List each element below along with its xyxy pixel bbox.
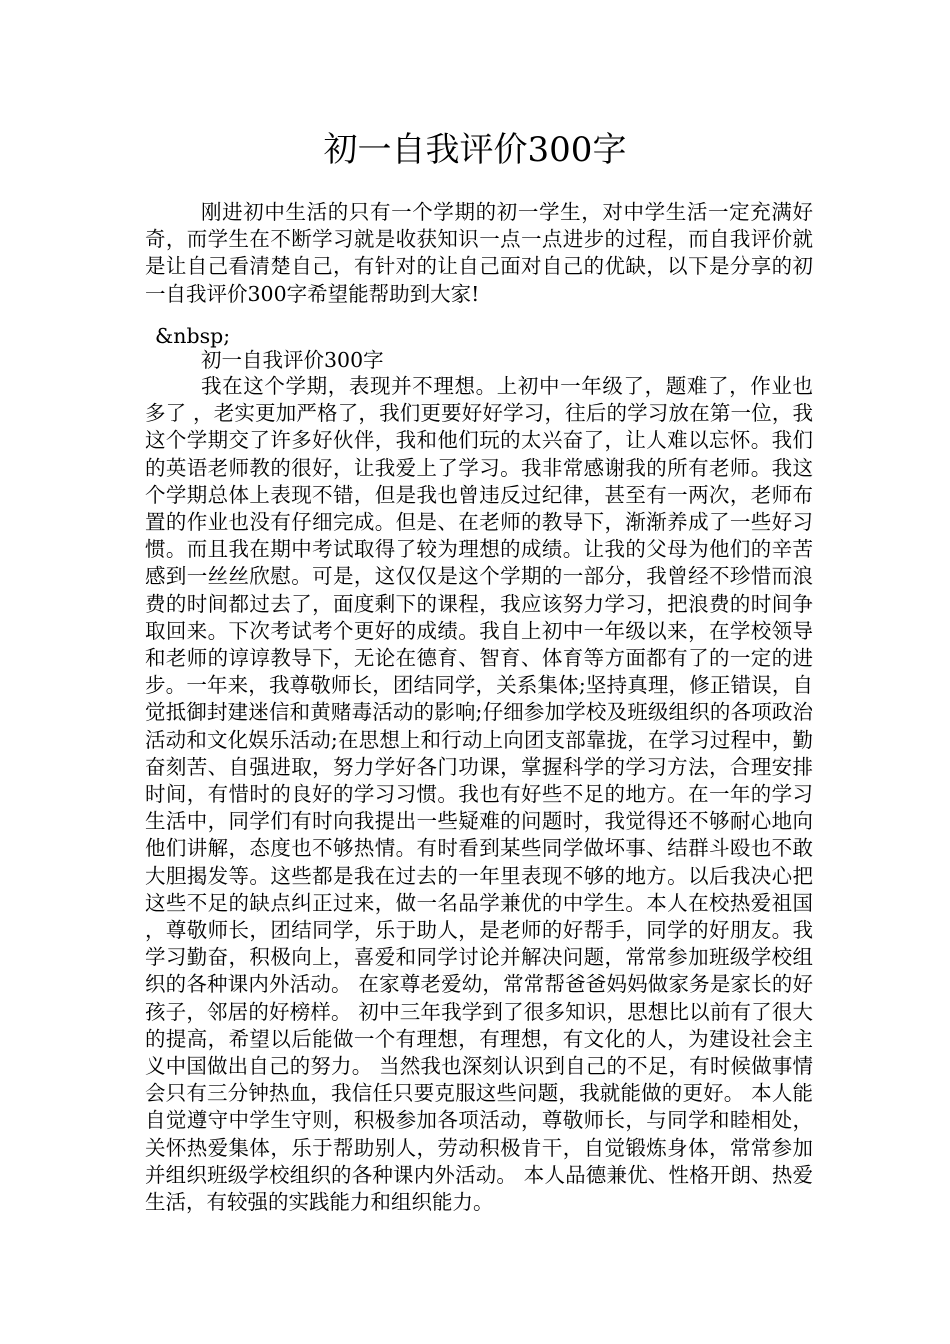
body-paragraph: 我在这个学期，表现并不理想。上初中一年级了，题难了，作业也多了 ，老实更加严格了，我们更要好好学习，往后的学习放在第一位，我这个学期交了许多好伙伴，我和他们玩的太兴奋了，让人难以忘怀。我们的英语老师教的很好，让我爱上了学习。我非常感谢我的所有老师。我这个学期总体上表现不错，但是我也曾违反过纪律，甚至有一两次，老师布置的作业也没有仔细完成。但是、在老师的教导下，渐渐养成了一些好习惯。而且我在期中考试取得了较为理想的成绩。让我的父母为他们的辛苦感到一丝丝欣慰。可是，这仅仅是这个学期的一部分，我曾经不珍惜而浪费的时间都过去了，面度剩下的课程，我应该努力学习，把浪费的时间争取回来。下次考试考个更好的成绩。我自上初中一年级以来，在学校领导和老师的谆谆教导下，无论在德育、智育、体育等方面都有了的一定的进步。一年来，我尊敬师长，团结同学，关系集体;坚持真理，修正错误，自觉抵御封建迷信和黄赌毒活动的影响;仔细参加学校及班级组织的各项政治活动和文化娱乐活动;在思想上和行动上向团支部靠拢，在学习过程中，勤奋刻苦、自强进取，努力学好各门功课，掌握科学的学习方法，合理安排时间，有惜时的良好的学习习惯。我也有好些不足的地方。在一年的学习生活中，同学们有时向我提出一些疑难的问题时，我觉得还不够耐心地向他们讲解，态度也不够热情。有时看到某些同学做坏事、结群斗殴也不敢大胆揭发等。这些都是我在过去的一年里表现不够的地方。以后我决心把这些不足的缺点纠正过来，做一名品学兼优的中学生。本人在校热爱祖国，尊敬师长，团结同学，乐于助人，是老师的好帮手，同学的好朋友。我学习勤奋，积极向上，喜爱和同学讨论并解决问题，常常参加班级学校组织的各种课内外活动。 在家尊老爱幼，常常帮爸爸妈妈做家务是家长的好孩子，邻居的好榜样。 初中三年我学到了很多知识，思想比以前有了很大的提高，希望以后能做一个有理想，有理想，有文化的人，为建设社会主义中国做出自己的努力。 当然我也深刻认识到自己的不足，有时候做事情会只有三分钟热血，我信任只要克服这些问题，我就能做的更好。 本人能自觉遵守中学生守则，积极参加各项活动，尊敬师长，与同学和睦相处，关怀热爱集体，乐于帮助别人，劳动积极肯干，自觉锻炼身体，常常参加并组织班级学校组织的各种课内外活动。 本人品德兼优、性格开朗、热爱生活，有较强的实践能力和组织能力。 [145,374,813,1215]
document-title: 初一自我评价300字 [323,130,627,170]
intro-paragraph: 刚进初中生活的只有一个学期的初一学生，对中学生活一定充满好奇，而学生在不断学习就是收获知识一点一点进步的过程，而自我评价就是让自己看清楚自己，有针对的让自己面对自己的优缺，以下是分享的初一自我评价300字希望能帮助到大家! [145,200,813,306]
nbsp-artifact-line: &nbsp; [155,324,231,348]
section-subtitle: 初一自我评价300字 [201,348,384,372]
